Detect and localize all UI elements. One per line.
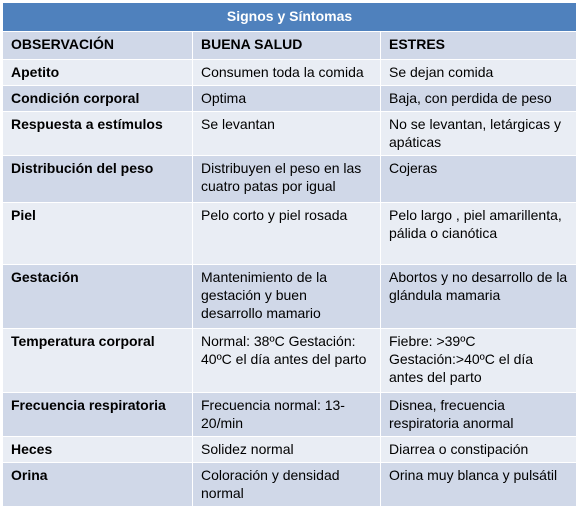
row-label: Heces: [3, 437, 193, 463]
signs-table-container: [2, 2, 576, 507]
row-stress: Orina muy blanca y pulsátil: [381, 463, 577, 507]
table-row: [3, 112, 577, 156]
row-good: Pelo corto y piel rosada: [193, 203, 381, 265]
row-stress: Pelo largo , piel amarillenta, pálida o cianótica: [381, 203, 577, 265]
table-row: [3, 393, 577, 437]
table-title: Signos y Síntomas: [3, 3, 577, 32]
title-row: [3, 3, 577, 32]
row-good: Frecuencia normal: 13-20/min: [193, 393, 381, 437]
row-stress: Diarrea o constipación: [381, 437, 577, 463]
row-stress: Abortos y no desarrollo de la glándula mamaria: [381, 265, 577, 329]
row-good: Normal: 38ºC Gestación: 40ºC el día antes del parto: [193, 329, 381, 393]
row-good: Mantenimiento de la gestación y buen desarrollo mamario: [193, 265, 381, 329]
row-stress: Disnea, frecuencia respiratoria anormal: [381, 393, 577, 437]
row-label: Distribución del peso: [3, 156, 193, 203]
table-row: [3, 86, 577, 112]
row-good: Consumen toda la comida: [193, 60, 381, 86]
signs-symptoms-table: [2, 2, 577, 507]
row-good: Coloración y densidad normal: [193, 463, 381, 507]
header-buena-salud: BUENA SALUD: [193, 32, 381, 60]
row-good: Se levantan: [193, 112, 381, 156]
table-row: [3, 203, 577, 265]
row-label: Condición corporal: [3, 86, 193, 112]
table-row: [3, 463, 577, 507]
row-label: Apetito: [3, 60, 193, 86]
header-row: [3, 32, 577, 60]
table-row: [3, 60, 577, 86]
row-good: Optima: [193, 86, 381, 112]
header-observacion: OBSERVACIÓN: [3, 32, 193, 60]
row-good: Solidez normal: [193, 437, 381, 463]
table-row: [3, 437, 577, 463]
row-stress: Fiebre: >39ºC Gestación:>40ºC el día antes del parto: [381, 329, 577, 393]
table-row: [3, 329, 577, 393]
row-stress: Baja, con perdida de peso: [381, 86, 577, 112]
row-label: Gestación: [3, 265, 193, 329]
row-stress: Se dejan comida: [381, 60, 577, 86]
row-label: Respuesta a estímulos: [3, 112, 193, 156]
row-good: Distribuyen el peso en las cuatro patas por igual: [193, 156, 381, 203]
row-label: Frecuencia respiratoria: [3, 393, 193, 437]
header-estres: ESTRES: [381, 32, 577, 60]
row-label: Temperatura corporal: [3, 329, 193, 393]
row-stress: Cojeras: [381, 156, 577, 203]
table-row: [3, 265, 577, 329]
row-label: Orina: [3, 463, 193, 507]
row-stress: No se levantan, letárgicas y apáticas: [381, 112, 577, 156]
table-row: [3, 156, 577, 203]
row-label: Piel: [3, 203, 193, 265]
